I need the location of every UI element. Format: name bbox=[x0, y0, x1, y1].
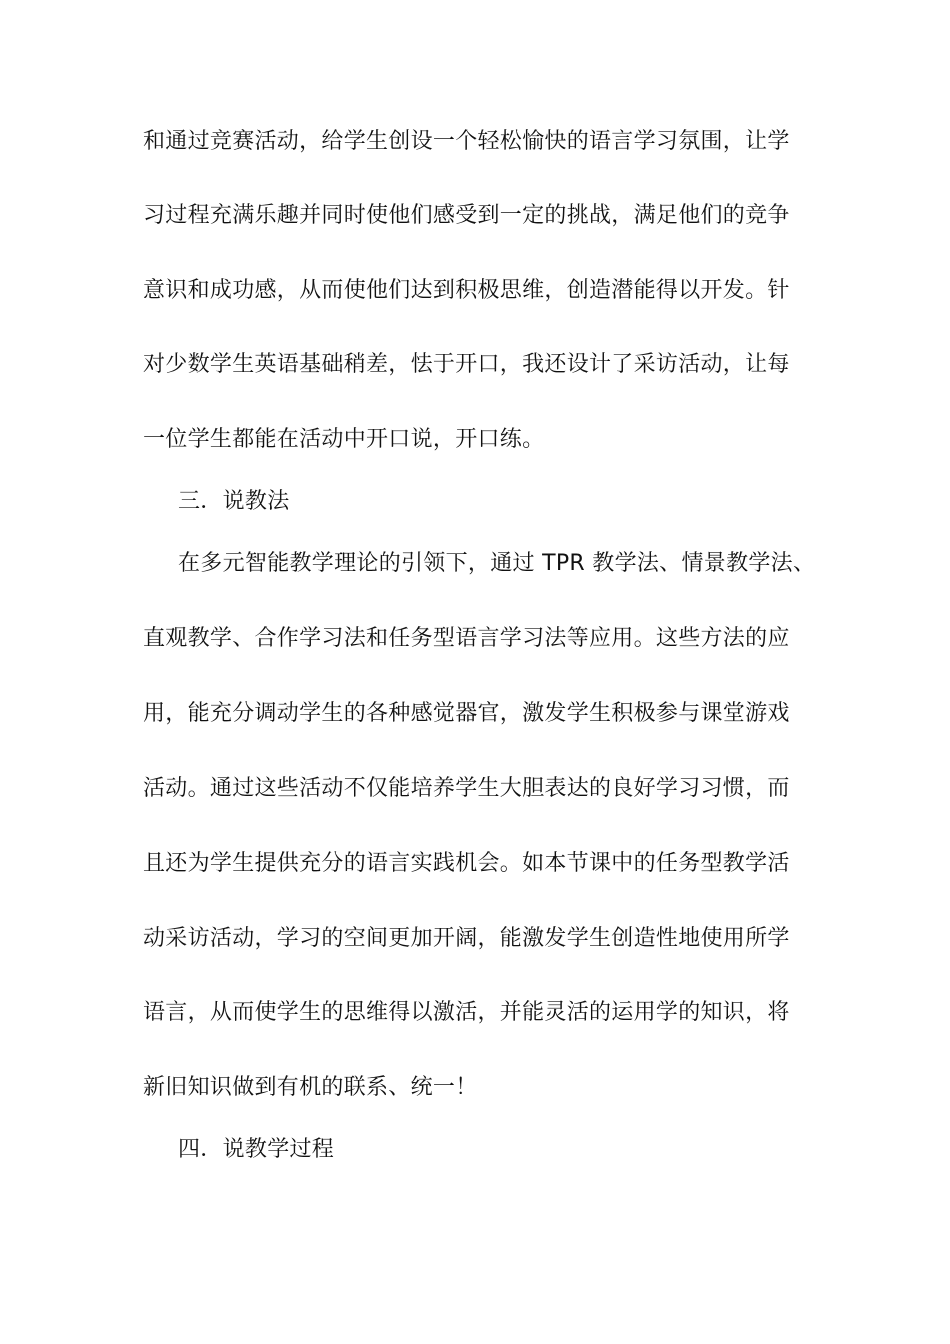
paragraph-line: 和通过竞赛活动，给学生创设一个轻松愉快的语言学习氛围，让学 bbox=[143, 129, 790, 154]
section-heading-teaching-methods: 三．说教法 bbox=[178, 489, 290, 514]
paragraph-line: 且还为学生提供充分的语言实践机会。如本节课中的任务型教学活 bbox=[143, 851, 790, 876]
paragraph-line: 直观教学、合作学习法和任务型语言学习法等应用。这些方法的应 bbox=[143, 626, 790, 651]
paragraph-line: 意识和成功感，从而使他们达到积极思维，创造潜能得以开发。针 bbox=[143, 278, 790, 303]
section-heading-teaching-process: 四．说教学过程 bbox=[178, 1137, 335, 1162]
paragraph-line: 一位学生都能在活动中开口说，开口练。 bbox=[143, 427, 545, 452]
paragraph-line: 新旧知识做到有机的联系、统一！ bbox=[143, 1075, 478, 1100]
paragraph-line: 用，能充分调动学生的各种感觉器官，激发学生积极参与课堂游戏 bbox=[143, 701, 790, 726]
paragraph-line: 动采访活动，学习的空间更加开阔，能激发学生创造性地使用所学 bbox=[143, 926, 790, 951]
paragraph-line: 活动。通过这些活动不仅能培养学生大胆表达的良好学习习惯，而 bbox=[143, 776, 790, 801]
paragraph-line: 习过程充满乐趣并同时使他们感受到一定的挑战，满足他们的竞争 bbox=[143, 203, 790, 228]
paragraph-line: 在多元智能教学理论的引领下，通过 TPR 教学法、情景教学法、 bbox=[178, 551, 816, 576]
paragraph-line: 对少数学生英语基础稍差，怯于开口，我还设计了采访活动，让每 bbox=[143, 352, 790, 377]
paragraph-line: 语言，从而使学生的思维得以激活，并能灵活的运用学的知识，将 bbox=[143, 1000, 790, 1025]
